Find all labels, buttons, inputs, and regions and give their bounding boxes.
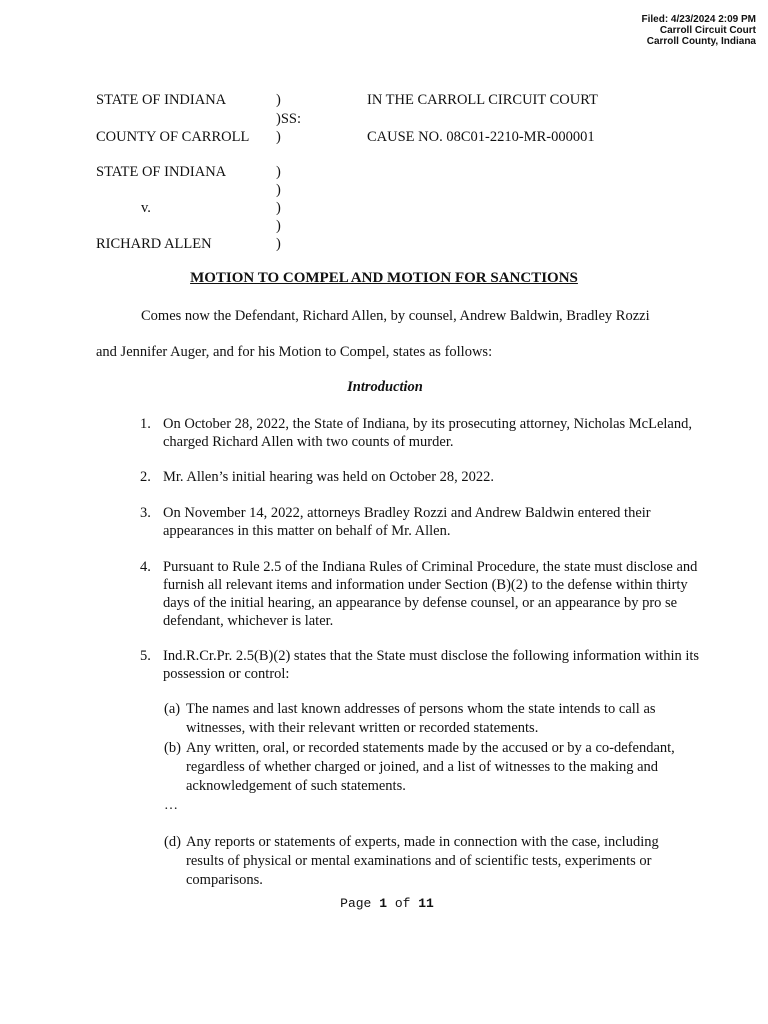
caption-paren: ) (276, 164, 281, 180)
caption-state: STATE OF INDIANA (96, 92, 227, 108)
caption-paren: ) (276, 218, 281, 234)
caption-paren: ) (276, 182, 281, 198)
page-footer (0, 896, 768, 911)
opening-paragraph-line2: and Jennifer Auger, and for his Motion to Compel, states as follows: (96, 344, 493, 360)
document-title: MOTION TO COMPEL AND MOTION FOR SANCTIONS (190, 270, 578, 286)
item-number: 3. (140, 505, 151, 521)
page-word: Page (340, 896, 372, 911)
sub-item-text: The names and last known addresses of persons whom the state intends to call as witnesses, with their relevant written or recorded statements. (186, 701, 656, 736)
page-current: 1 (379, 896, 387, 911)
item-text: Mr. Allen’s initial hearing was held on October 28, 2022. (163, 469, 495, 485)
sub-item-text: Any written, oral, or recorded statements made by the accused or by a co-defendant, regardless of whether charged or joined, and a list of witnesses to the making and acknowledgement of such statements. (186, 740, 675, 794)
sub-item-label: (a) (164, 701, 181, 717)
sub-item-text: Any reports or statements of experts, made in connection with the case, including results of physical or mental examinations and of scientific tests, experiments or comparisons. (186, 834, 659, 888)
page-total: 11 (418, 896, 434, 911)
sub-item-label: (d) (164, 834, 181, 850)
caption-plaintiff: STATE OF INDIANA (96, 164, 227, 180)
filed-stamp (641, 14, 756, 47)
item-text: On October 28, 2022, the State of Indiana, by its prosecuting attorney, Nicholas McLeland, charged Richard Allen with two counts of murder. (163, 416, 692, 450)
filed-county: Carroll County, Indiana (646, 36, 756, 47)
item-text: On November 14, 2022, attorneys Bradley Rozzi and Andrew Baldwin entered their appearances in this matter on behalf of Mr. Allen. (163, 505, 651, 539)
caption-paren: ) (276, 129, 281, 145)
item-text: Ind.R.Cr.Pr. 2.5(B)(2) states that the State must disclose the following information within its possession or control: (163, 648, 700, 682)
item-number: 1. (140, 416, 151, 432)
caption-paren: ) (276, 200, 281, 216)
caption-defendant: RICHARD ALLEN (96, 236, 212, 252)
caption-cause-number: CAUSE NO. 08C01-2210-MR-000001 (367, 129, 595, 145)
caption-paren: ) (276, 236, 281, 252)
item-number: 2. (140, 469, 151, 485)
omission-ellipsis: … (164, 798, 178, 813)
filed-court: Carroll Circuit Court (659, 25, 756, 36)
item-text: Pursuant to Rule 2.5 of the Indiana Rules of Criminal Procedure, the state must disclose and furnish all relevant items and information under Section (B)(2) to the defense within thirty days of the initial hearing, an appearance by defense counsel, or an appearance by pro se defendant, whichever is later. (163, 559, 698, 629)
item-number: 5. (140, 648, 151, 664)
caption-court: IN THE CARROLL CIRCUIT COURT (367, 92, 598, 108)
caption-versus: v. (141, 200, 151, 216)
opening-paragraph-line1: Comes now the Defendant, Richard Allen, by counsel, Andrew Baldwin, Bradley Rozzi (141, 308, 650, 324)
section-heading-introduction: Introduction (347, 379, 423, 395)
caption-county: COUNTY OF CARROLL (96, 129, 250, 145)
filed-date: Filed: 4/23/2024 2:09 PM (641, 14, 756, 25)
page-of-word: of (394, 896, 411, 911)
caption-ss: )SS: (276, 111, 301, 127)
item-number: 4. (140, 559, 151, 575)
sub-item-label: (b) (164, 740, 181, 756)
caption-paren: ) (276, 92, 281, 108)
